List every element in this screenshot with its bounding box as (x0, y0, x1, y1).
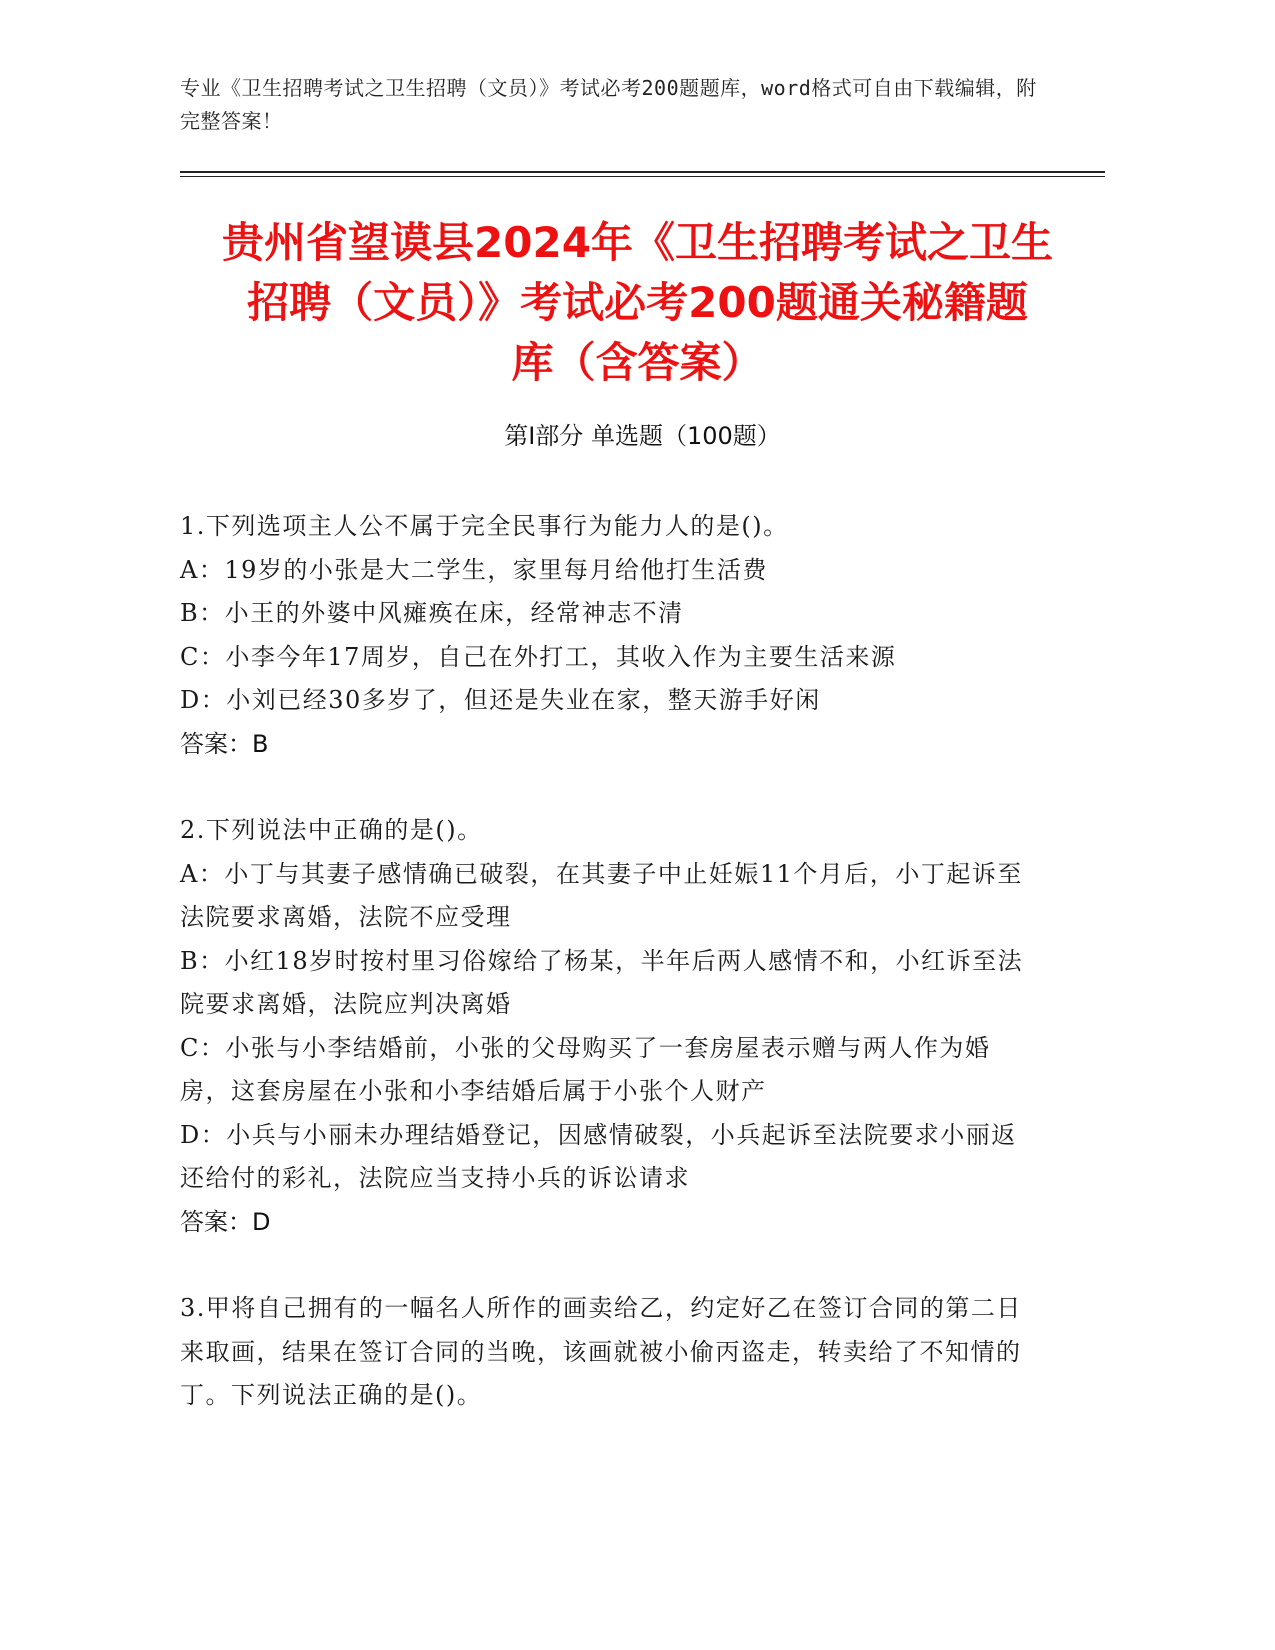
document-title (170, 213, 1105, 393)
question-list (180, 505, 1040, 1418)
header-divider-thin (180, 176, 1105, 177)
header-note: 专业《卫生招聘考试之卫生招聘（文员）》考试必考200题题库，word格式可自由下载编辑，附完整答案！ (180, 76, 1037, 133)
answer: 答案：D (180, 1207, 271, 1236)
title-line-3: 库（含答案） (511, 338, 764, 387)
title-line-2: 招聘（文员）》考试必考200题通关秘籍题 (247, 278, 1028, 327)
section-heading: 第Ⅰ部分 单选题（100题） (504, 422, 781, 450)
question-stem: 3.甲将自己拥有的一幅名人所作的画卖给乙，约定好乙在签订合同的第二日来取画，结果在签订合同的当晚，该画就被小偷丙盗走，转卖给了不知情的丁。下列说法正确的是()。 (180, 1294, 1022, 1409)
option-d: D：小兵与小丽未办理结婚登记，因感情破裂，小兵起诉至法院要求小丽返还给付的彩礼，法院应当支持小兵的诉讼请求 (180, 1120, 1017, 1192)
answer: 答案：B (180, 729, 269, 758)
question-spacer (180, 766, 1040, 809)
option-c: C：小李今年17周岁，自己在外打工，其收入作为主要生活来源 (180, 642, 897, 671)
option-d: D：小刘已经30多岁了，但还是失业在家，整天游手好闲 (180, 686, 821, 714)
question-stem: 2.下列说法中正确的是()。 (180, 816, 483, 844)
question-1 (180, 505, 1040, 766)
question-3 (180, 1287, 1040, 1418)
option-b: B：小王的外婆中风瘫痪在床，经常神志不清 (180, 599, 684, 627)
option-a: A：小丁与其妻子感情确已破裂，在其妻子中止妊娠11个月后，小丁起诉至法院要求离婚，法院不应受理 (180, 859, 1023, 931)
option-a: A：19岁的小张是大二学生，家里每月给他打生活费 (180, 555, 768, 584)
option-b: B：小红18岁时按村里习俗嫁给了杨某，半年后两人感情不和，小红诉至法院要求离婚，法院应判决离婚 (180, 946, 1024, 1018)
question-stem: 1.下列选项主人公不属于完全民事行为能力人的是()。 (180, 512, 789, 540)
question-spacer (180, 1244, 1040, 1287)
header-divider-thick (180, 171, 1105, 173)
question-2 (180, 809, 1040, 1244)
title-line-1: 贵州省望谟县2024年《卫生招聘考试之卫生 (222, 218, 1053, 267)
option-c: C：小张与小李结婚前，小张的父母购买了一套房屋表示赠与两人作为婚房，这套房屋在小张和小李结婚后属于小张个人财产 (180, 1033, 991, 1105)
